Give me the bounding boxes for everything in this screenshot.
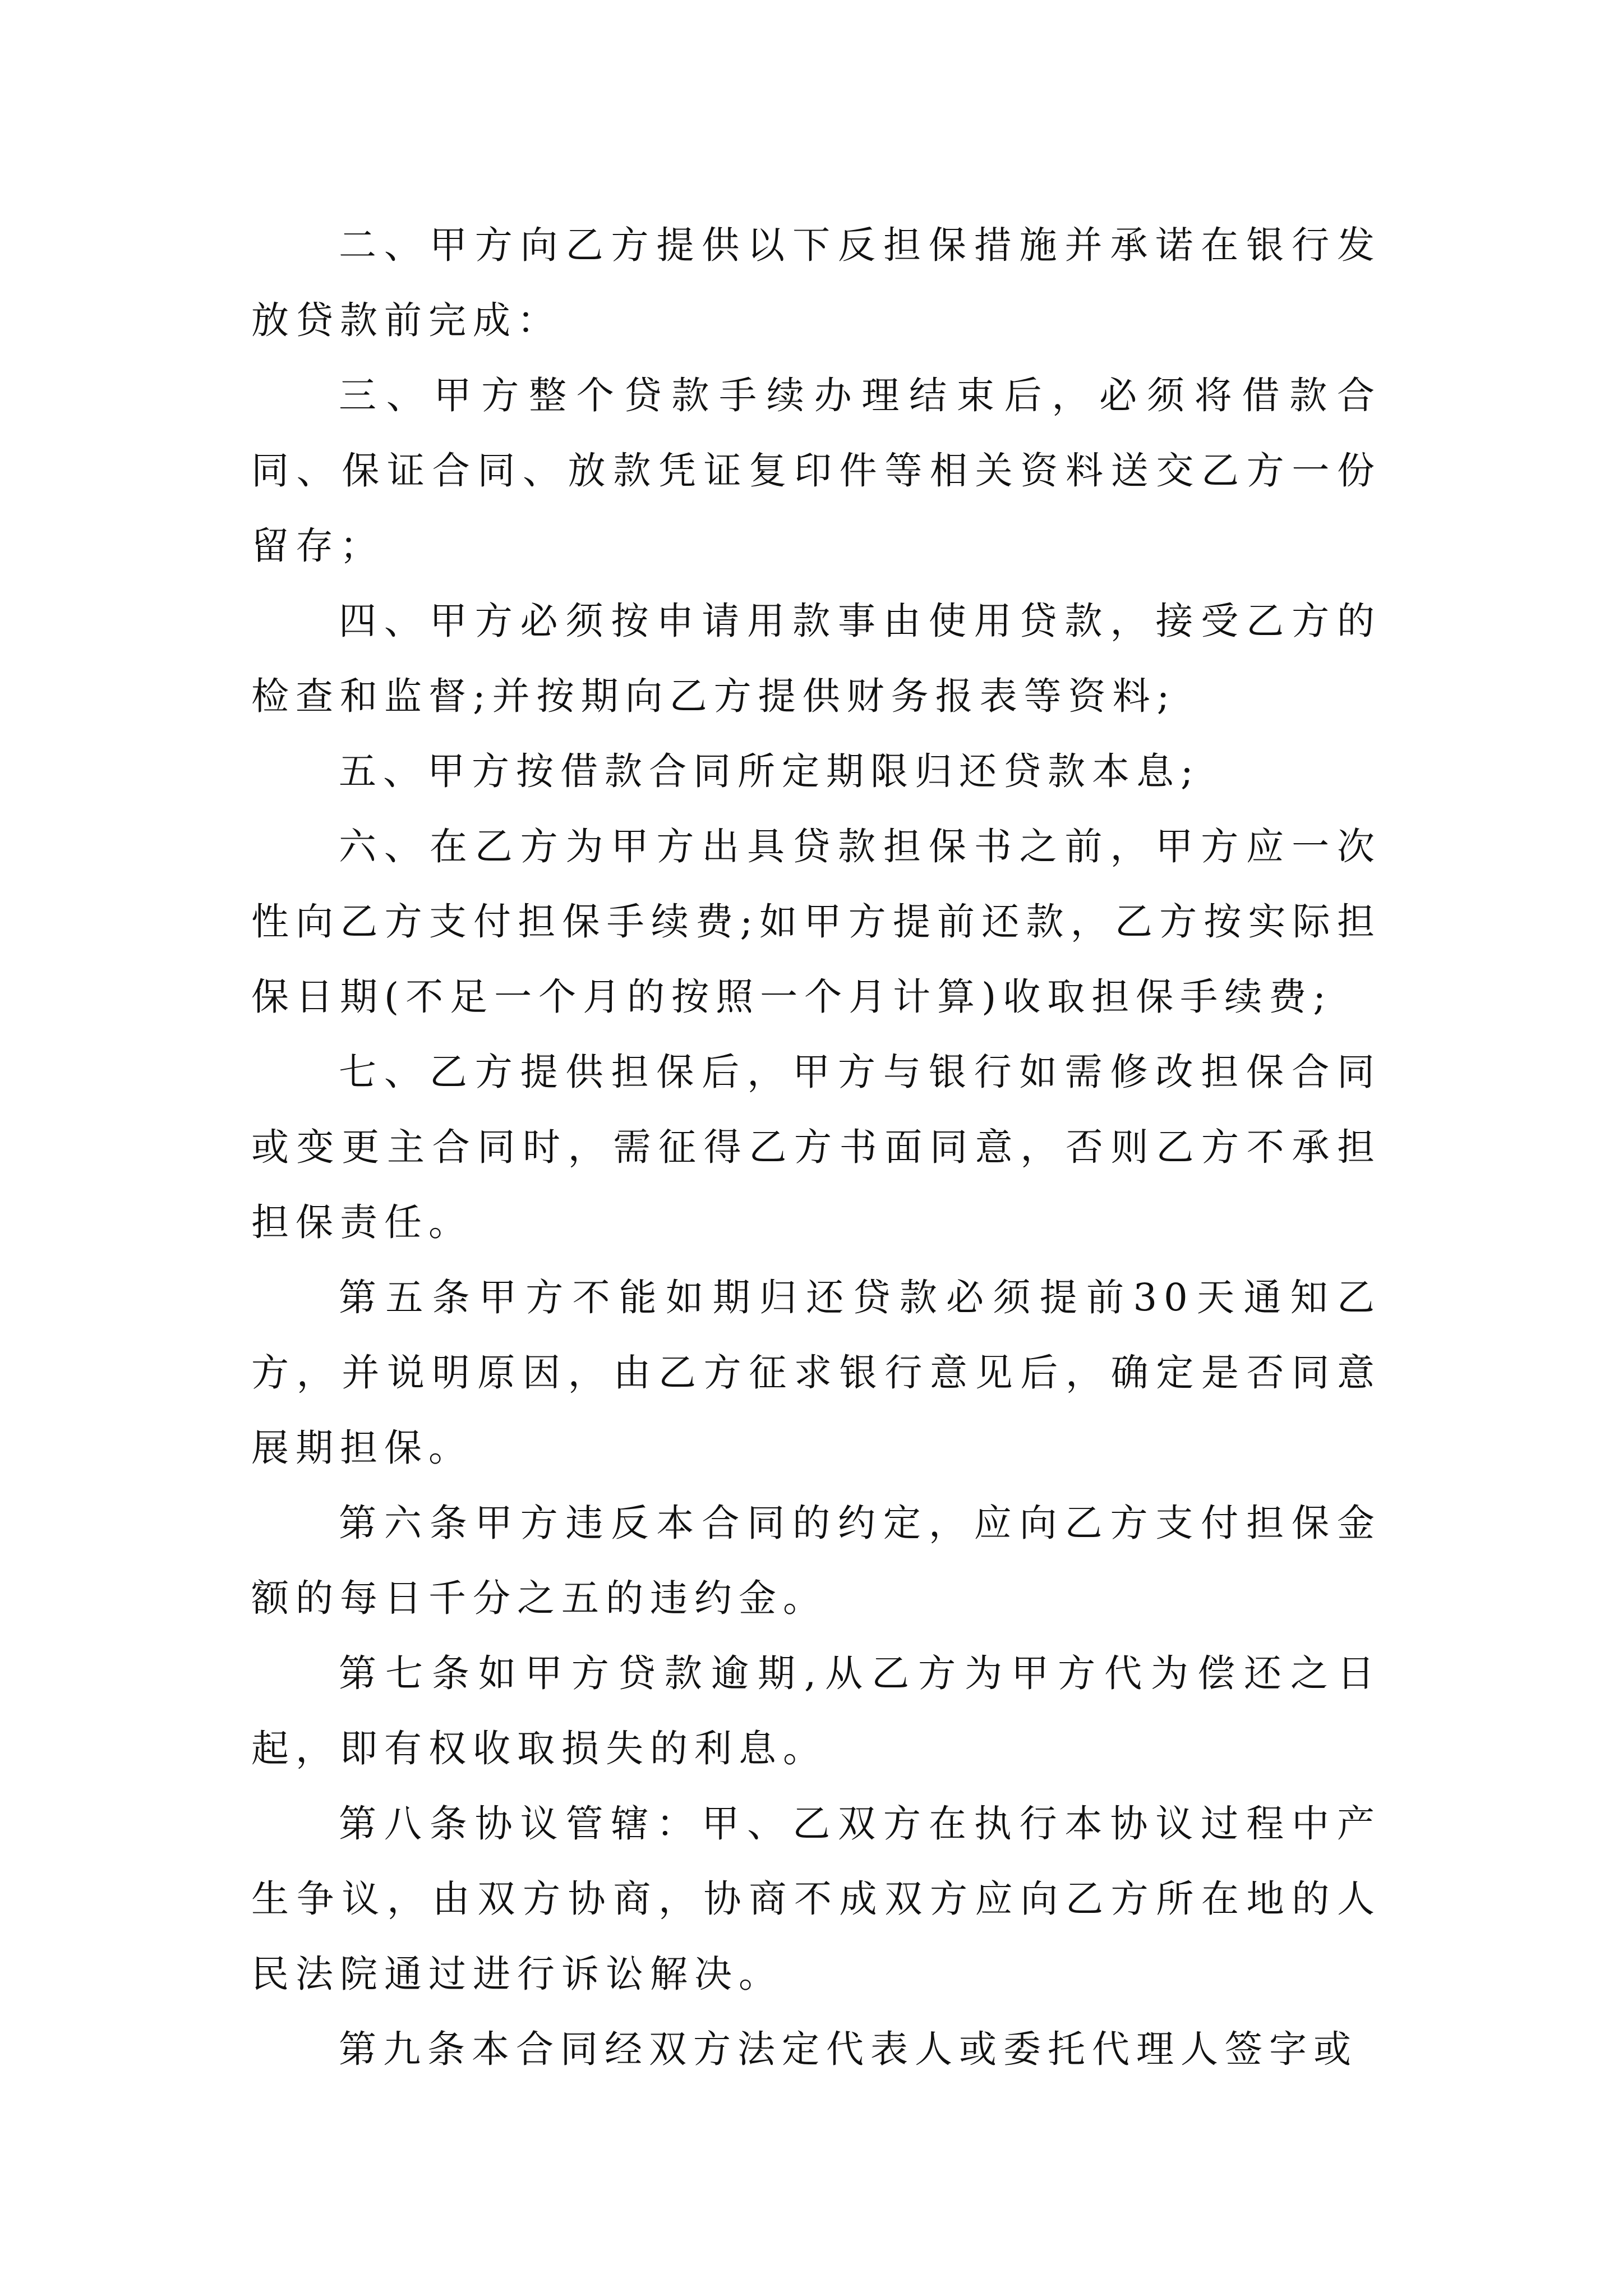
clause-3: 三、甲方整个贷款手续办理结束后，必须将借款合同、保证合同、放款凭证复印件等相关资料送交乙方一份留存； xyxy=(251,374,1381,568)
clause-5: 五、甲方按借款合同所定期限归还贷款本息; xyxy=(339,749,1200,793)
contract-body xyxy=(251,208,1381,2087)
clause-2: 二、甲方向乙方提供以下反担保措施并承诺在银行发放贷款前完成： xyxy=(251,223,1381,342)
clause-6: 六、在乙方为甲方出具贷款担保书之前，甲方应一次性向乙方支付担保手续费;如甲方提前还款，乙方按实际担保日期(不足一个月的按照一个月计算)收取担保手续费; xyxy=(251,825,1381,1019)
article-9: 第九条本合同经双方法定代表人或委托代理人签字或 xyxy=(339,2027,1358,2071)
article-5: 第五条甲方不能如期归还贷款必须提前30天通知乙方，并说明原因，由乙方征求银行意见后，确定是否同意展期担保。 xyxy=(251,1276,1381,1470)
article-7: 第七条如甲方贷款逾期,从乙方为甲方代为偿还之日起，即有权收取损失的利息。 xyxy=(251,1651,1381,1770)
clause-7: 七、乙方提供担保后，甲方与银行如需修改担保合同或变更主合同时，需征得乙方书面同意，否则乙方不承担担保责任。 xyxy=(251,1050,1381,1244)
article-6: 第六条甲方违反本合同的约定，应向乙方支付担保金额的每日千分之五的违约金。 xyxy=(251,1501,1381,1620)
clause-4: 四、甲方必须按申请用款事由使用贷款，接受乙方的检查和监督;并按期向乙方提供财务报表等资料; xyxy=(251,599,1381,718)
article-8: 第八条协议管辖：甲、乙双方在执行本协议过程中产生争议，由双方协商，协商不成双方应向乙方所在地的人民法院通过进行诉讼解决。 xyxy=(251,1802,1381,1996)
